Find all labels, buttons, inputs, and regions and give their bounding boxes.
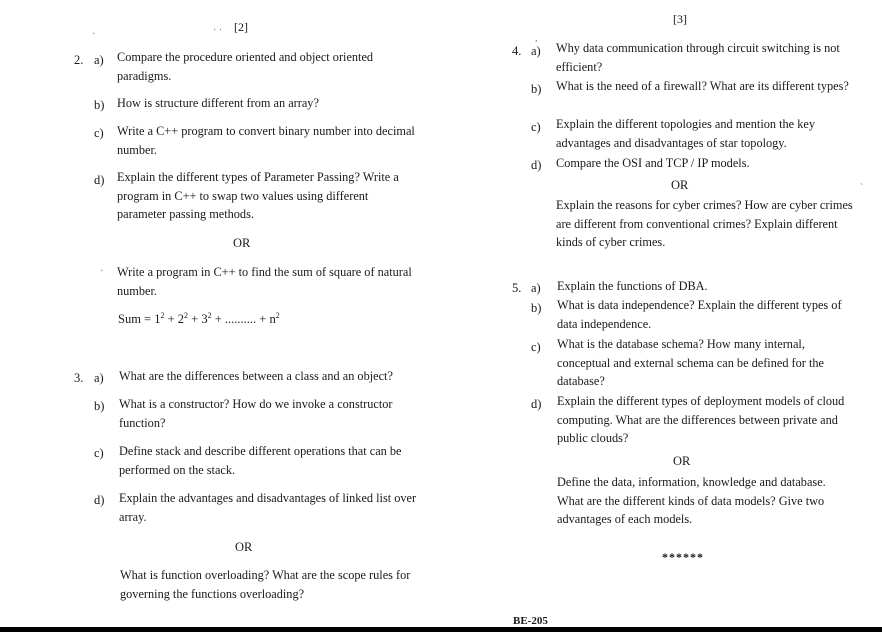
page-number-right: [3] [673,12,687,26]
q2-part-a-text: Compare the procedure oriented and object oriented paradigms. [117,50,374,83]
q5-part-a-text: Explain the functions of DBA. [557,279,708,293]
q5-part-c-text: What is the database schema? How many internal, conceptual and external schema can be defined for the database? [557,337,824,388]
q5-part-a-label: a) [531,281,541,295]
q2-part-b-text: How is structure different from an array? [117,96,319,110]
q3-alternative-text: What is function overloading? What are the scope rules for governing the functions overloading? [120,568,411,601]
q5-part-d-text: Explain the different types of deployment models of cloud computing. What are the differences between private and public clouds? [557,394,845,445]
q3-part-d-label: d) [94,493,105,507]
formula-exp-n: 2 [275,310,280,320]
question-number-3: 3. [74,371,84,385]
q3-part-a-text: What are the differences between a class and an object? [119,369,393,383]
q4-part-c-text: Explain the different topologies and mention the key advantages and disadvantages of star topology. [556,117,815,150]
q4-or-label: OR [671,178,689,192]
question-number-5: 5. [512,281,522,295]
q2-part-b-label: b) [94,98,105,112]
q3-part-d-text: Explain the advantages and disadvantages of linked list over array. [119,491,417,524]
q4-part-b-text: What is the need of a firewall? What are its different types? [556,79,849,93]
formula-exp-3: 2 [207,310,212,320]
q5-part-b-text: What is data independence? Explain the different types of data independence. [557,298,842,331]
q5-or-label: OR [673,454,691,468]
q5-part-d-label: d) [531,397,542,411]
scan-speck: · · [213,25,223,36]
q2-part-d-text: Explain the different types of Parameter Passing? Write a program in C++ to swap two values using different parameter passing methods. [117,170,399,221]
q4-part-a-text: Why data communication through circuit switching is not efficient? [556,41,840,74]
q2-part-a-label: a) [94,53,104,67]
formula-lhs: Sum = 1 [118,312,161,326]
q2-part-c-label: c) [94,126,104,140]
formula-exp-2: 2 [184,310,189,320]
q4-part-d-text: Compare the OSI and TCP / IP models. [556,156,750,170]
scan-speck: , [535,33,538,44]
q2-part-d-label: d) [94,173,105,187]
formula-term-2: + 2 [167,312,185,326]
q2-formula [118,310,280,328]
paper-code: BE-205 [513,615,548,627]
question-number-4: 4. [512,44,522,58]
q2-or-label: OR [233,236,251,250]
scan-speck: ` [860,183,864,194]
q5-part-c-label: c) [531,340,541,354]
q3-part-a-label: a) [94,371,104,385]
q4-part-a-label: a) [531,44,541,58]
scan-speck: · [100,266,104,277]
q2-alternative-text: Write a program in C++ to find the sum of square of natural number. [117,265,412,298]
scan-speck: · [92,29,96,40]
q4-part-c-label: c) [531,120,541,134]
q2-part-c-text: Write a C++ program to convert binary number into decimal number. [117,124,415,157]
q4-part-d-label: d) [531,158,542,172]
question-number-2: 2. [74,53,84,67]
q4-alternative-text: Explain the reasons for cyber crimes? How are cyber crimes are different from conventional crimes? Explain different kinds of cyber crimes. [556,198,853,249]
q3-part-b-text: What is a constructor? How do we invoke a constructor function? [119,397,393,430]
page-number-left: [2] [234,20,248,34]
formula-term-3: + 3 [191,312,208,326]
q3-part-c-text: Define stack and describe different operations that can be performed on the stack. [119,444,402,477]
q5-alternative-text: Define the data, information, knowledge and database. What are the different kinds of data models? Give two advantages of each models. [557,475,826,526]
end-of-paper-marker: ****** [662,550,704,564]
q3-part-b-label: b) [94,399,105,413]
formula-dots: + .......... + n [214,312,276,326]
formula-exp-1: 2 [160,310,165,320]
q4-part-b-label: b) [531,82,542,96]
q3-part-c-label: c) [94,446,104,460]
q5-part-b-label: b) [531,301,542,315]
bottom-scan-edge [0,627,882,632]
q3-or-label: OR [235,540,253,554]
